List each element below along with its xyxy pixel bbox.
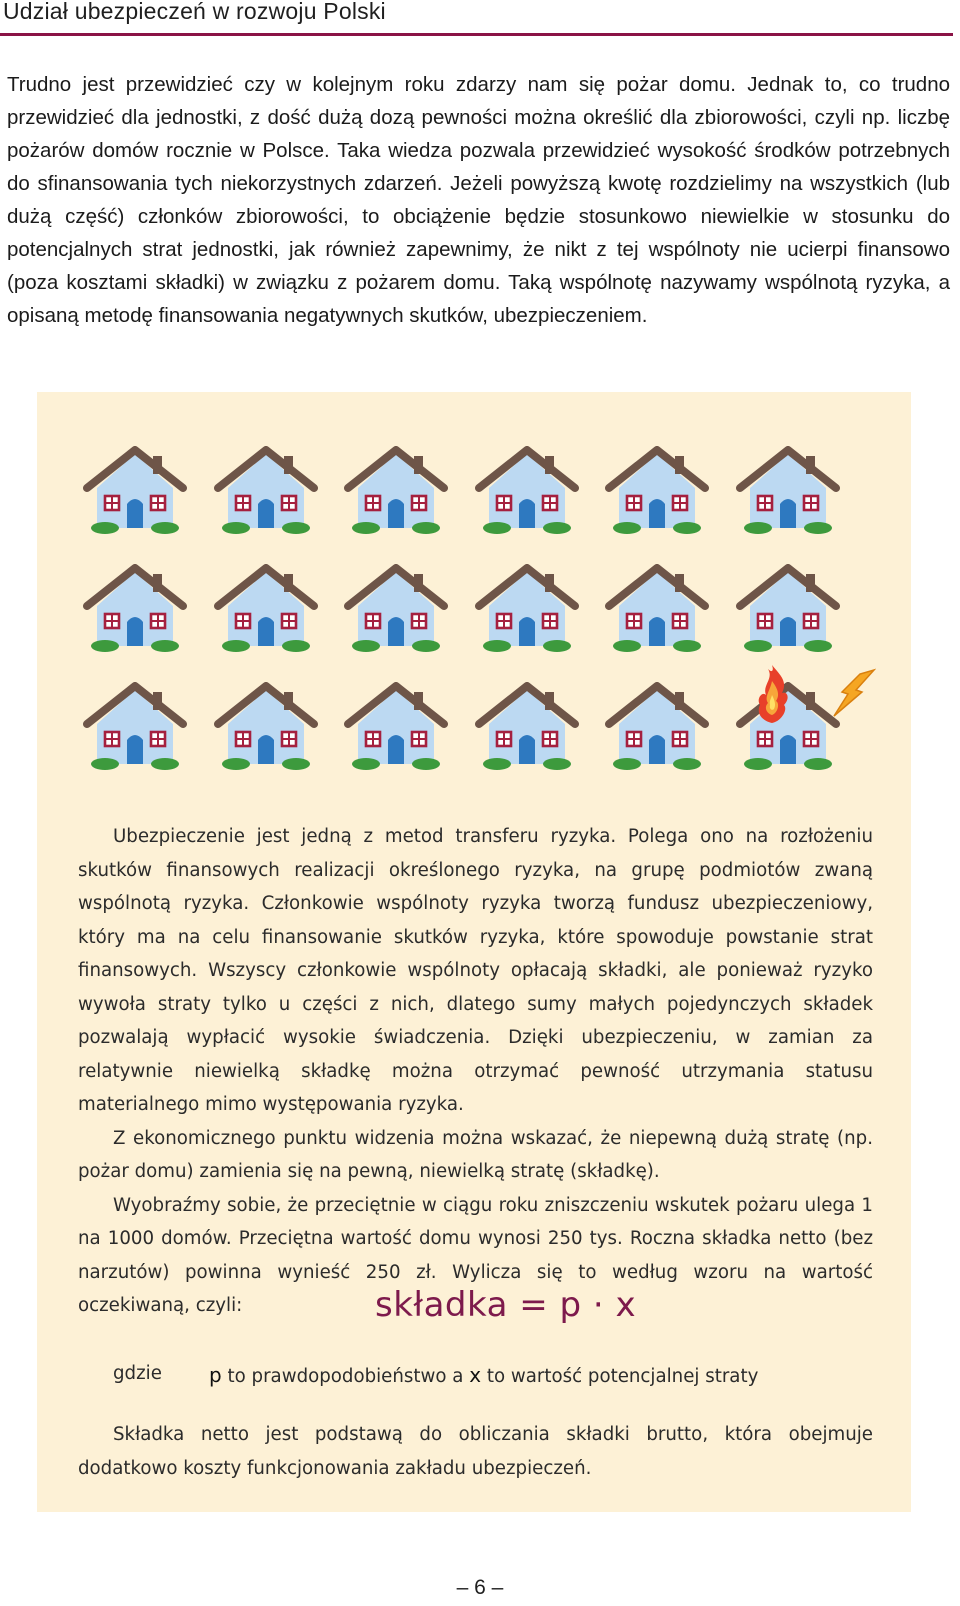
house-icon	[605, 446, 709, 536]
variable-definitions	[209, 1363, 758, 1387]
house-icon	[214, 564, 318, 654]
house-icon	[214, 682, 318, 772]
closing-paragraph: Składka netto jest podstawą do obliczania składki brutto, która obejmuje dodatkowo koszty funkcjonowania zakładu ubezpieczeń.	[78, 1424, 873, 1479]
house-icon	[475, 564, 579, 654]
houses-illustration	[83, 446, 863, 791]
variable-x: x	[469, 1363, 482, 1387]
house-icon	[83, 682, 187, 772]
premium-formula: składka = p · x	[375, 1285, 637, 1325]
p-description: to prawdopodobieństwo a	[221, 1366, 470, 1387]
page-header-title: Udział ubezpieczeń w rozwoju Polski	[3, 0, 386, 24]
where-label: gdzie	[113, 1363, 162, 1384]
body-paragraph: Wyobraźmy sobie, że przeciętnie w ciągu roku zniszczeniu wskutek pożaru ulega 1 na 1000 domów. Przeciętna wartość domu wynosi 250 tys. Roczna składka netto (bez narzutów) powinna wynieść 250 zł. Wylicza się to według wzoru na wartość oczekiwaną, czyli:	[78, 1194, 873, 1316]
page-number: – 6 –	[456, 1576, 504, 1599]
lightning-icon	[830, 668, 876, 718]
house-icon	[344, 682, 448, 772]
variable-p: p	[209, 1363, 222, 1387]
house-icon	[736, 446, 840, 536]
intro-paragraph: Trudno jest przewidzieć czy w kolejnym roku zdarzy nam się pożar domu. Jednak to, co trudno przewidzieć dla jednostki, z dość dużą dozą pewności można określić dla zbiorowości, czyli np. liczbę pożarów domów rocznie w Polsce. Taka wiedza pozwala przewidzieć wysokość środków potrzebnych do sfinansowania tych niekorzystnych zdarzeń. Jeżeli powyższą kwotę rozdzielimy na wszystkich (lub dużą część) członków zbiorowości, to obciążenie będzie stosunkowo niewielkie w stosunku do potencjalnych strat jednostki, jak również zapewnimy, że nikt z tej wspólnoty nie ucierpi finansowo (poza kosztami składki) w związku z pożarem domu. Taką wspólnotę nazywamy wspólnotą ryzyka, a opisaną metodę finansowania negatywnych skutków, ubezpieczeniem.	[7, 73, 950, 327]
house-icon	[344, 564, 448, 654]
house-icon	[83, 564, 187, 654]
house-icon	[475, 446, 579, 536]
house-icon	[736, 564, 840, 654]
body-paragraph: Z ekonomicznego punktu widzenia można wskazać, że niepewną dużą stratę (np. pożar domu) zamienia się na pewną, niewielką stratę (składkę).	[78, 1127, 873, 1182]
house-icon	[605, 564, 709, 654]
body-text	[78, 820, 873, 1323]
house-icon	[344, 446, 448, 536]
header-rule	[0, 33, 953, 36]
body-paragraph: Ubezpieczenie jest jedną z metod transferu ryzyka. Polega ono na rozłożeniu skutków finansowych realizacji określonego ryzyka, na grupę podmiotów zwaną wspólnotą ryzyka. Członkowie wspólnoty ryzyka tworzą fundusz ubezpieczeniowy, który ma na celu finansowanie skutków ryzyka, które spowoduje powstanie strat finansowych. Wszyscy członkowie wspólnoty opłacają składki, ale ponieważ ryzyko wywoła straty tylko u części z nich, dlatego sumy małych pojedynczych składek pozwalają wypłacić wysokie świadczenia. Dzięki ubezpieczeniu, w zamian za relatywnie niewielką składkę można otrzymać pewność utrzymania statusu materialnego mimo występowania ryzyka.	[78, 826, 873, 1115]
house-icon	[475, 682, 579, 772]
fire-icon	[752, 663, 792, 725]
closing-text	[78, 1418, 873, 1485]
x-description: to wartość potencjalnej straty	[481, 1366, 759, 1387]
house-icon	[605, 682, 709, 772]
house-icon	[83, 446, 187, 536]
house-icon	[214, 446, 318, 536]
